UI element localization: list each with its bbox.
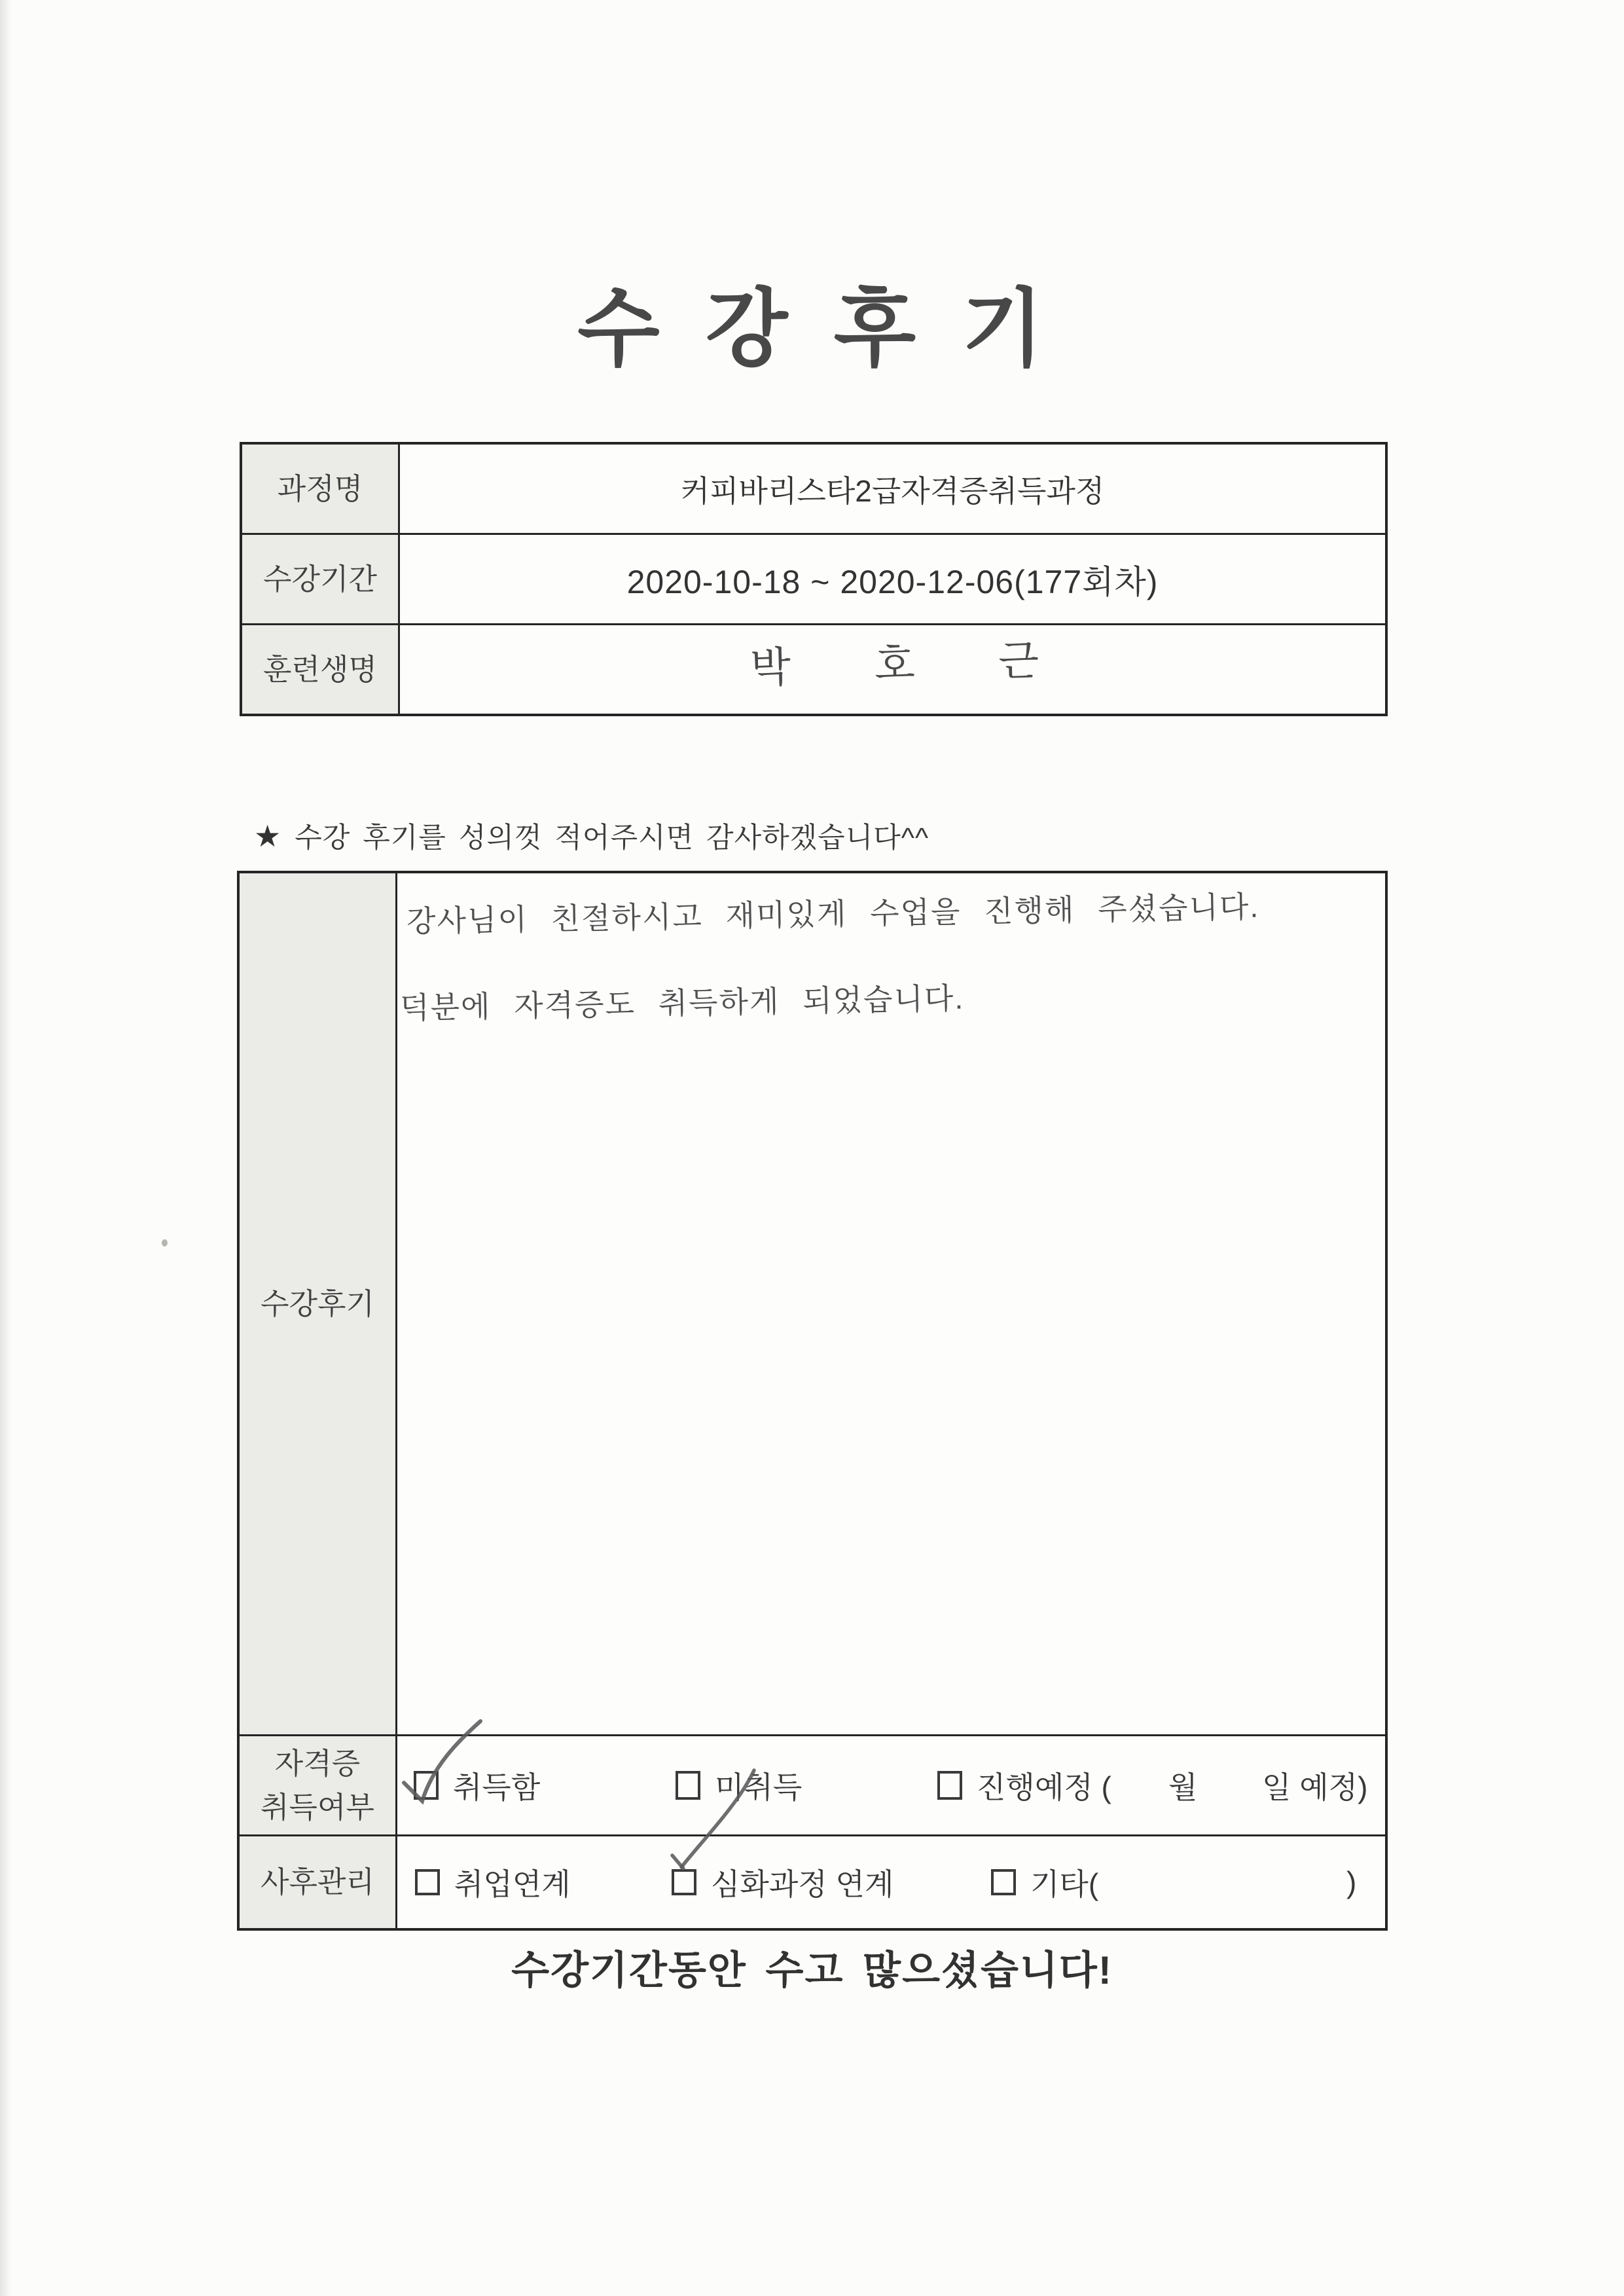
follow-up-row	[240, 1834, 1385, 1928]
table-row	[242, 623, 1385, 714]
option-job-link	[415, 1836, 571, 1928]
checkbox-acquired	[414, 1771, 439, 1800]
option-not-acquired-label: 미취득	[715, 1770, 803, 1804]
certificate-header	[240, 1736, 397, 1834]
handwritten-trainee-name: 박 호 근	[749, 636, 1056, 692]
handwritten-review-line-1: 강사님이 친절하시고 재미있게 수업을 진행해 주셨습니다.	[406, 889, 1260, 939]
checkbox-other	[991, 1869, 1016, 1895]
option-job-link-label: 취업연계	[454, 1867, 571, 1901]
trainee-name-value	[400, 625, 1385, 714]
option-advanced-course	[672, 1836, 893, 1928]
review-content-cell	[397, 873, 1385, 1734]
option-acquired-label: 취득함	[453, 1770, 541, 1804]
course-name-label: 과정명	[242, 445, 400, 533]
course-period-value: 2020-10-18 ~ 2020-12-06(177회차)	[626, 563, 1159, 600]
review-row	[240, 873, 1385, 1734]
course-info-table	[240, 442, 1388, 716]
footer-message: 수강기간동안 수고 많으셨습니다!	[511, 1948, 1113, 1992]
follow-up-options-cell	[397, 1836, 1385, 1928]
handwritten-review-line-2: 덕분에 자격증도 취득하게 되었습니다.	[399, 981, 965, 1025]
checkbox-job-link	[415, 1869, 440, 1895]
star-icon: ★	[254, 818, 282, 853]
option-other	[991, 1836, 1098, 1928]
course-period-label: 수강기간	[242, 535, 400, 623]
certificate-header-line1: 자격증	[274, 1746, 361, 1780]
trainee-name-label: 훈련생명	[242, 625, 400, 714]
option-advanced-course-label: 심화과정 연계	[711, 1867, 894, 1901]
option-not-acquired	[676, 1736, 802, 1834]
option-acquired	[414, 1736, 540, 1834]
page-title: 수 강 후 기	[577, 281, 1047, 376]
follow-up-header: 사후관리	[240, 1836, 397, 1928]
table-row	[242, 533, 1385, 623]
checkbox-scheduled	[937, 1771, 962, 1800]
day-blank-label: 일 예정)	[1262, 1770, 1368, 1804]
month-blank-label: 월	[1168, 1770, 1198, 1804]
table-row	[242, 445, 1385, 533]
option-scheduled	[937, 1736, 1111, 1834]
checkbox-not-acquired	[676, 1771, 700, 1800]
other-close-paren: )	[1346, 1865, 1357, 1899]
note-text: 수강 후기를 성의껏 적어주시면 감사하겠습니다^^	[295, 822, 929, 854]
review-table	[237, 871, 1388, 1931]
review-header: 수강후기	[240, 873, 397, 1734]
certificate-row	[240, 1734, 1385, 1834]
option-other-label: 기타(	[1030, 1867, 1099, 1901]
scan-speck	[162, 1239, 168, 1247]
course-name-value: 커피바리스타2급자격증취득과정	[680, 473, 1105, 508]
checkbox-advanced-course	[672, 1869, 696, 1895]
option-scheduled-label: 진행예정 (	[977, 1770, 1111, 1804]
certificate-header-line2: 취득여부	[261, 1791, 374, 1824]
note-line	[254, 816, 929, 856]
certificate-options-cell	[397, 1736, 1385, 1834]
